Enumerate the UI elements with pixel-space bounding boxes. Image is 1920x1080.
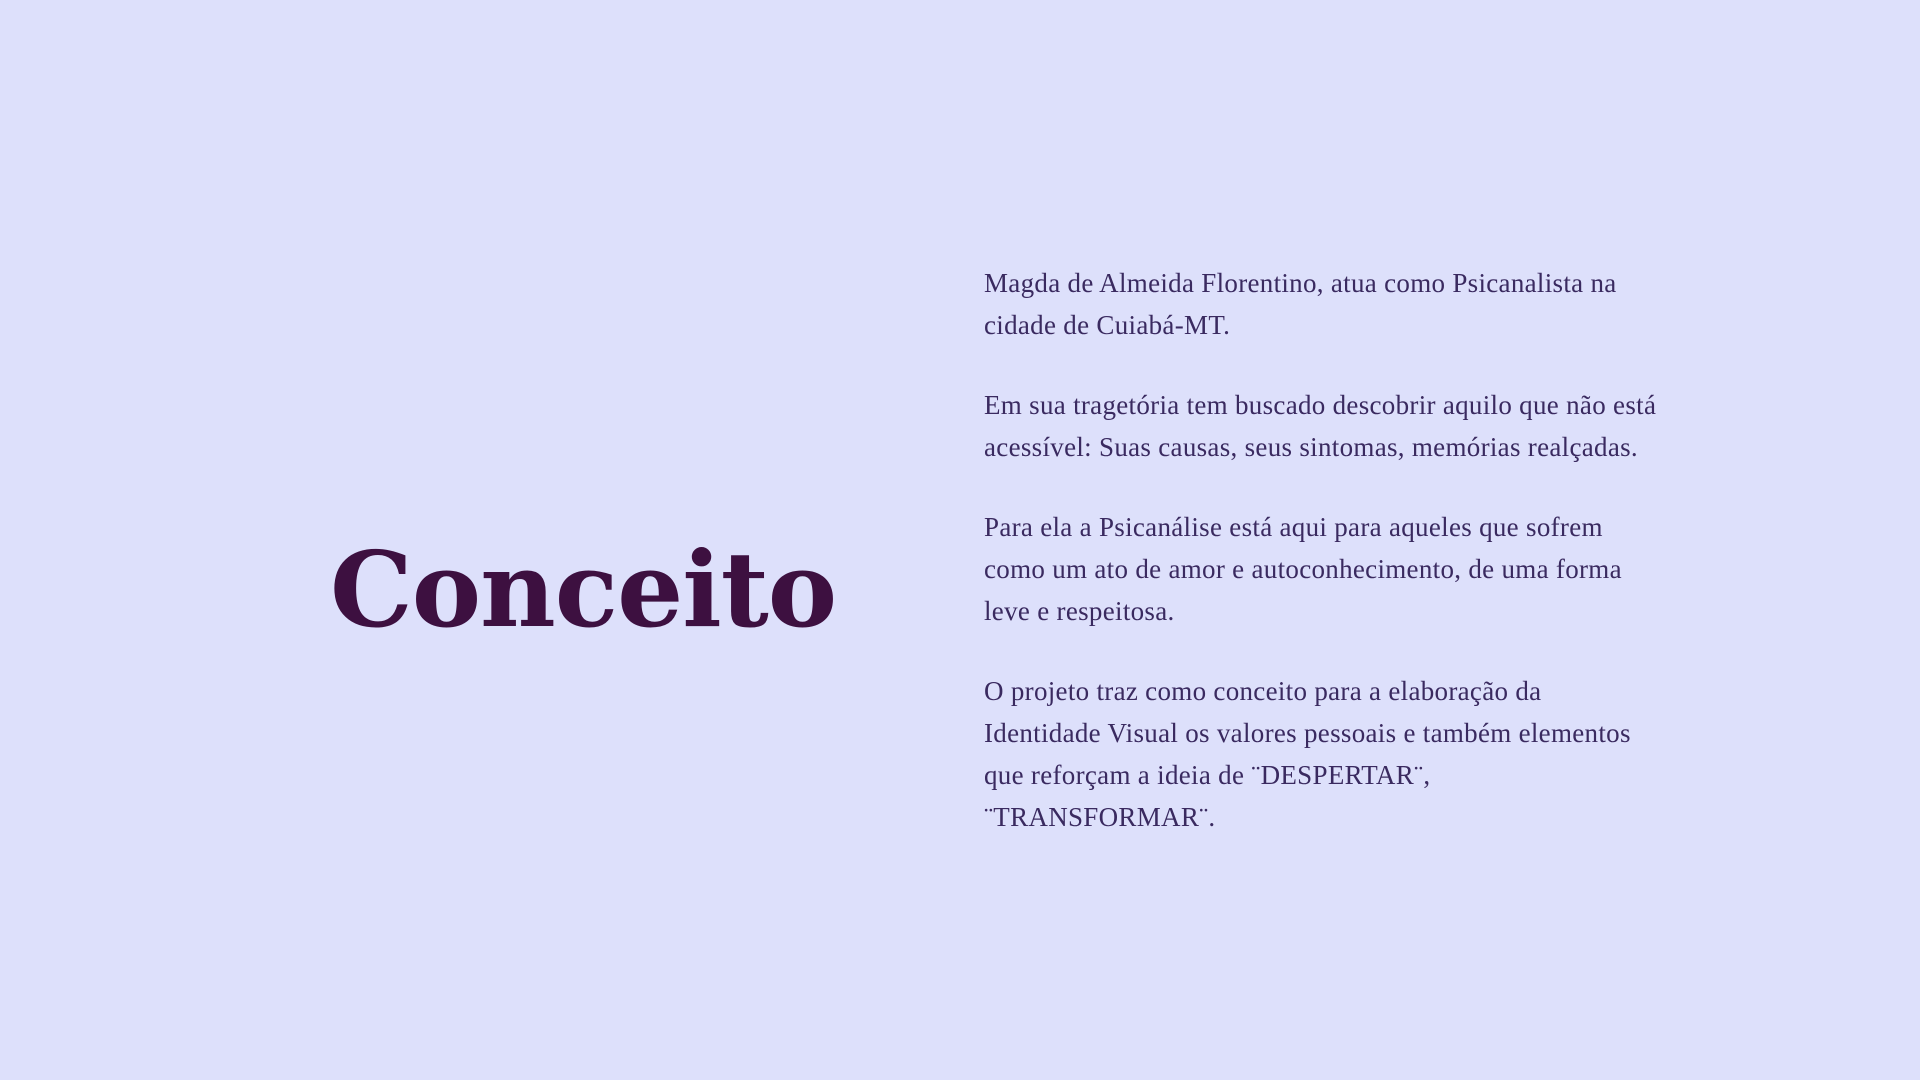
- body-paragraph-2: Em sua tragetória tem buscado descobrir aquilo que não está acessível: Suas causas, seus sintomas, memórias realçadas.: [984, 390, 1657, 462]
- body-paragraph-4: O projeto traz como conceito para a elaboração da Identidade Visual os valores pessoais e também elementos que reforçam a ideia de ¨DESPERTAR¨, ¨TRANSFORMAR¨.: [984, 676, 1631, 832]
- page-title: Conceito: [330, 527, 837, 651]
- body-text-column: [984, 262, 1664, 838]
- body-paragraph-1: Magda de Almeida Florentino, atua como Psicanalista na cidade de Cuiabá-MT.: [984, 268, 1617, 340]
- body-paragraph-3: Para ela a Psicanálise está aqui para aqueles que sofrem como um ato de amor e autoconhecimento, de uma forma leve e respeitosa.: [984, 512, 1622, 626]
